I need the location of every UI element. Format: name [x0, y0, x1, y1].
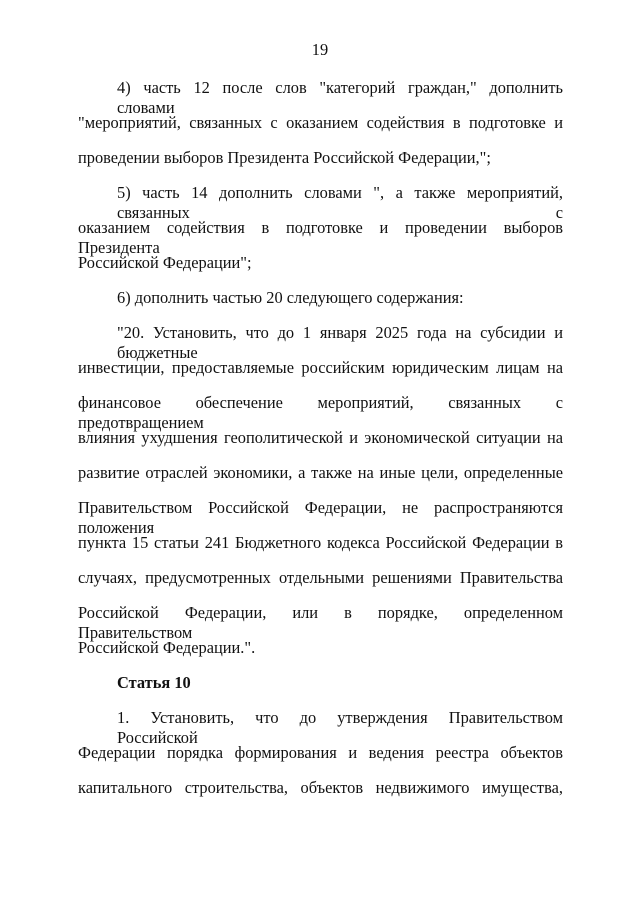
- text-line: пункта 15 статьи 241 Бюджетного кодекса Российской Федерации в: [78, 533, 563, 552]
- text-line: "мероприятий, связанных с оказанием содействия в подготовке и: [78, 113, 563, 132]
- text-line: развитие отраслей экономики, а также на иные цели, определенные: [78, 463, 563, 482]
- text-line: капитального строительства, объектов недвижимого имущества,: [78, 778, 563, 797]
- text-line: 5) часть 14 дополнить словами ", а также мероприятий, связанных с: [117, 183, 563, 222]
- text-line: случаях, предусмотренных отдельными решениями Правительства: [78, 568, 563, 587]
- text-line: 4) часть 12 после слов "категорий граждан," дополнить словами: [117, 78, 563, 117]
- article-heading: Статья 10: [117, 673, 191, 692]
- text-line: влияния ухудшения геополитической и экономической ситуации на: [78, 428, 563, 447]
- text-line: 1. Установить, что до утверждения Правительством Российской: [117, 708, 563, 747]
- text-line: финансовое обеспечение мероприятий, связанных с предотвращением: [78, 393, 563, 432]
- text-line: проведении выборов Президента Российской Федерации,";: [78, 148, 491, 167]
- text-line: "20. Установить, что до 1 января 2025 года на субсидии и бюджетные: [117, 323, 563, 362]
- text-line: Федерации порядка формирования и ведения реестра объектов: [78, 743, 563, 762]
- text-line: 6) дополнить частью 20 следующего содержания:: [117, 288, 464, 307]
- text-line: Российской Федерации, или в порядке, определенном Правительством: [78, 603, 563, 642]
- page-number: 19: [311, 40, 329, 59]
- text-line: Правительством Российской Федерации, не распространяются положения: [78, 498, 563, 537]
- text-line: Российской Федерации.".: [78, 638, 256, 657]
- text-line: инвестиции, предоставляемые российским юридическим лицам на: [78, 358, 563, 377]
- text-line: оказанием содействия в подготовке и проведении выборов Президента: [78, 218, 563, 257]
- text-line: Российской Федерации";: [78, 253, 252, 272]
